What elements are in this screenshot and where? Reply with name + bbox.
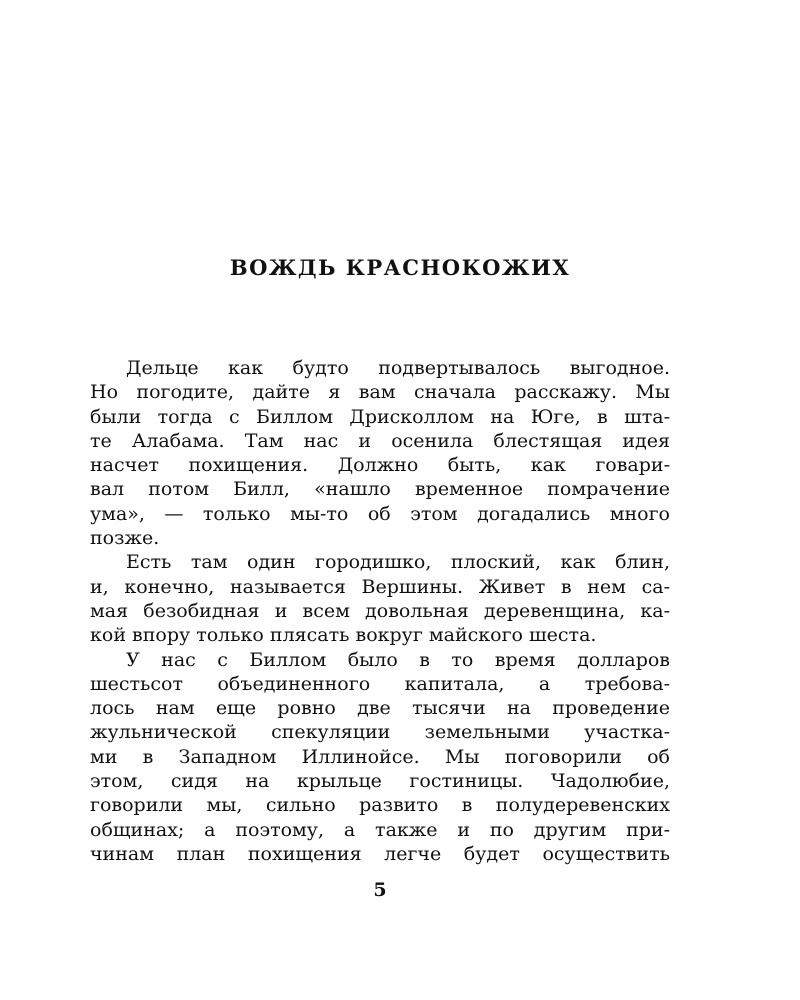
- text-line: вал потом Билл, «нашло временное помрачение: [90, 478, 670, 501]
- text-line: лось нам еще ровно две тысячи на проведение: [90, 697, 670, 720]
- text-line: жульнической спекуляции земельными участка-: [90, 721, 670, 744]
- text-line: те Алабама. Там нас и осенила блестящая идея: [90, 429, 670, 452]
- text-line: мая безобидная и всем довольная деревенщина, ка-: [90, 599, 670, 622]
- text-line: ума», — только мы-то об этом догадались много: [90, 502, 670, 525]
- chapter-title: ВОЖДЬ КРАСНОКОЖИХ: [229, 255, 571, 280]
- text-line: говорили мы, сильно развито в полудеревенских: [90, 794, 670, 817]
- text-line: насчет похищения. Должно быть, как говари-: [90, 454, 670, 477]
- text-line: шестьсот объединенного капитала, а требова-: [90, 672, 670, 695]
- text-line: кой впору только плясать вокруг майского шеста.: [90, 624, 597, 647]
- text-line: Но погодите, дайте я вам сначала расскажу. Мы: [90, 381, 670, 404]
- text-line: Дельце как будто подвертывалось выгодное.: [126, 357, 670, 379]
- text-line: ми в Западном Иллинойсе. Мы поговорили об: [90, 745, 670, 768]
- body-text: [90, 356, 670, 866]
- text-line: позже.: [90, 527, 160, 550]
- text-line: этом, сидя на крыльце гостиницы. Чадолюбие,: [90, 770, 670, 793]
- text-line: У нас с Биллом было в то время долларов: [126, 648, 670, 671]
- text-line: и, конечно, называется Вершины. Живет в нем са-: [90, 575, 670, 598]
- text-line: чинам план похищения легче будет осуществить: [90, 842, 670, 865]
- text-line: Есть там один городишко, плоский, как блин,: [126, 551, 670, 574]
- text-line: были тогда с Биллом Дрисколлом на Юге, в шта-: [90, 405, 670, 428]
- page-number: 5: [373, 879, 387, 901]
- text-line: общинах; а поэтому, а также и по другим при-: [90, 818, 670, 841]
